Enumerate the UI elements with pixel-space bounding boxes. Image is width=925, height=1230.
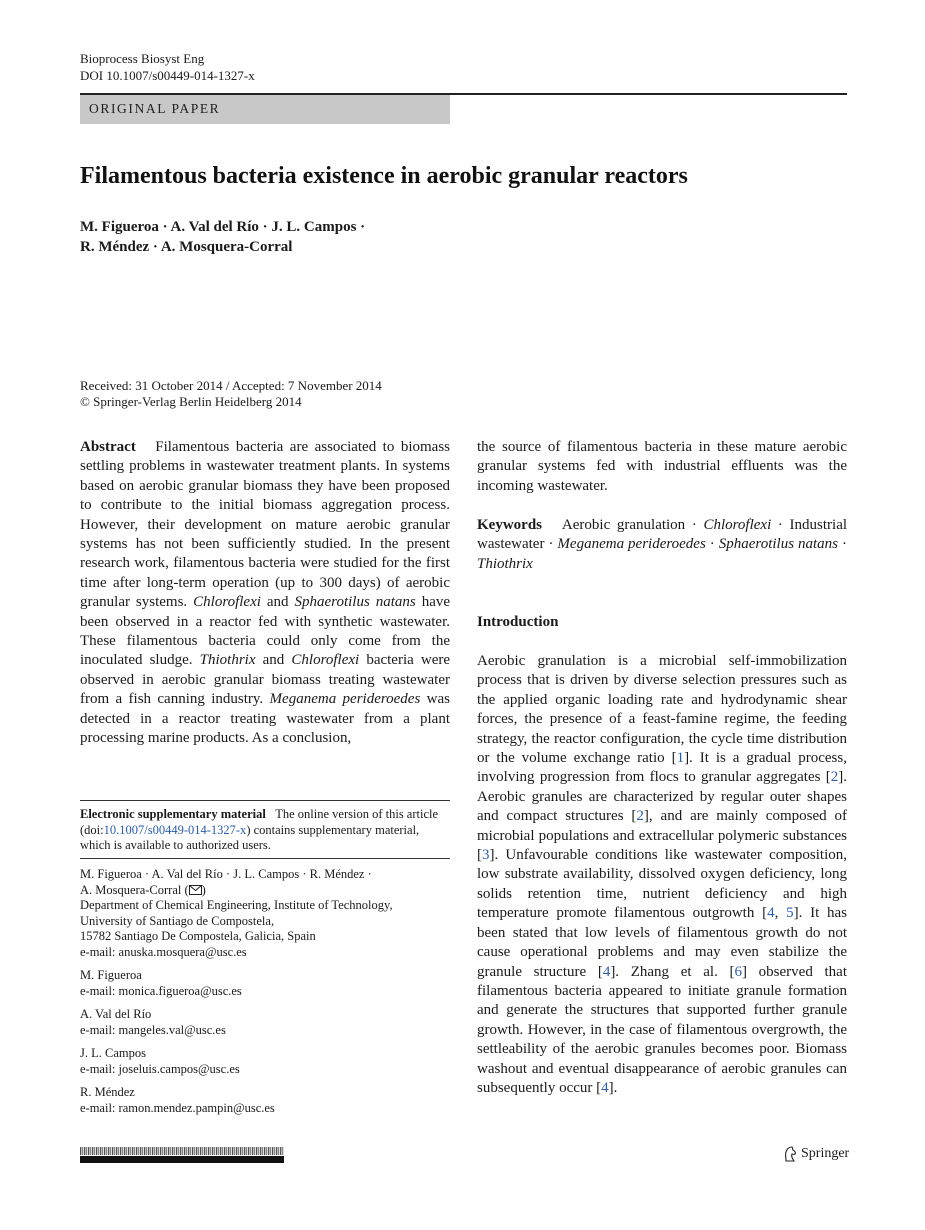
citation-link[interactable]: 4 — [601, 1079, 609, 1096]
citation-link[interactable]: 5 — [786, 905, 794, 922]
affiliation-names: ) — [201, 882, 206, 897]
abstract-text: and — [262, 652, 285, 669]
footnote-rule — [80, 858, 450, 859]
taxon: Meganema perideroedes — [269, 691, 421, 708]
body-text: ]. Unfavourable conditions like wastewater composition, low substrate availability, dissolved oxygen deficiency, long solids retention time, nutrient deficiency and high temperature promote filamentous outgrowth [ — [477, 847, 847, 922]
abstract-continued — [477, 438, 847, 496]
keyword-separator: · — [771, 517, 790, 533]
supplementary-note — [80, 807, 450, 862]
body-text: ], and are mainly composed of microbial populations and extracellular polymeric substances [ — [477, 808, 847, 864]
abstract-text: was detected in a reactor treating wastewater from a plant processing marine products. As a conclusion, — [80, 691, 450, 747]
abstract-label: Abstract — [80, 439, 136, 455]
paper-title: Filamentous bacteria existence in aerobic granular reactors — [80, 163, 688, 189]
contact-name: R. Méndez — [80, 1085, 135, 1099]
affiliations — [80, 867, 450, 1124]
body-text: ] observed that filamentous bacteria appeared to initiate granule formation and generate the structures that supported further granule growth. However, in the case of filamentous overgrowth, the settleability of the aerobic granules becomes poor. Biomass washout and eventual disappearance of aerobic granules can subsequently occur [ — [477, 963, 847, 1096]
keyword-separator: · — [685, 517, 704, 533]
author-line: M. Figueroa · A. Val del Río · J. L. Campos · — [80, 219, 366, 235]
body-text: , — [774, 905, 787, 922]
contact-email: e-mail: mangeles.val@usc.es — [80, 1022, 226, 1037]
keyword: Chloroflexi — [703, 517, 772, 533]
taxon: Chloroflexi — [193, 594, 261, 611]
contact-name: A. Val del Río — [80, 1007, 152, 1021]
springer-horse-icon — [783, 1146, 797, 1162]
keyword: Industrial wastewater — [477, 517, 848, 553]
keyword-separator: · — [838, 536, 847, 553]
contact-email: e-mail: ramon.mendez.pampin@usc.es — [80, 1100, 275, 1115]
keywords — [477, 516, 847, 574]
contact-email: e-mail: monica.figueroa@usc.es — [80, 983, 242, 998]
received-accepted: Received: 31 October 2014 / Accepted: 7 November 2014 — [80, 378, 382, 393]
citation-link[interactable]: 2 — [636, 808, 644, 825]
section-label: ORIGINAL PAPER — [89, 101, 221, 116]
esm-doi-link[interactable]: 10.1007/s00449-014-1327-x — [103, 822, 247, 837]
taxon: Sphaerotilus natans — [294, 594, 416, 611]
affiliation-names: M. Figueroa · A. Val del Río · J. L. Campos · R. Méndez · — [80, 867, 372, 881]
publication-dates — [80, 378, 382, 410]
body-text: Aerobic granulation is a microbial self-immobilization process that is driven by diverse selection pressures such as the applied organic loading rate and hydrodynamic shear forces, the presence of a feast-famine regime, the feeding strategy, the reactor configuration, the cycle time distribution or the volume exchange ratio [ — [477, 653, 847, 767]
taxon: Chloroflexi — [291, 652, 360, 669]
abstract-text: Filamentous bacteria are associated to biomass settling problems in wastewater treatment plants. In systems based on aerobic granular biomass they have been proposed to contribute to the initial biomass aggregation process. However, their development on mature aerobic granular systems has not been sufficiently studied. In the present research work, filamentous bacteria were studied for the first time after long-term operation (up to 300 days) of aerobic granular systems. — [80, 439, 450, 611]
journal-doi: DOI 10.1007/s00449-014-1327-x — [80, 68, 255, 83]
copyright: © Springer-Verlag Berlin Heidelberg 2014 — [80, 394, 302, 409]
citation-link[interactable]: 6 — [734, 963, 742, 980]
keywords-label: Keywords — [477, 517, 542, 533]
abstract-text: the source of filamentous bacteria in these mature aerobic granular systems fed with industrial effluents was the incoming wastewater. — [477, 439, 847, 494]
affiliation-dept: Department of Chemical Engineering, Institute of Technology, — [80, 898, 393, 912]
introduction-body — [477, 652, 847, 1098]
introduction-heading — [477, 613, 847, 632]
keyword-separator: · — [705, 536, 719, 553]
contact-email: e-mail: joseluis.campos@usc.es — [80, 1061, 240, 1076]
keyword-separator: · — [544, 536, 558, 553]
envelope-icon — [189, 885, 202, 895]
affiliation-address: 15782 Santiago De Compostela, Galicia, Spain — [80, 929, 316, 943]
citation-link[interactable]: 4 — [767, 905, 775, 922]
keyword: Aerobic granulation — [561, 517, 686, 533]
esm-text: ) contains supplementary material, which is available to authorized users. — [80, 822, 420, 852]
author-list — [80, 217, 365, 257]
body-text: ]. It is a gradual process, involving progression from flocs to granular aggregates [ — [477, 750, 847, 786]
author-line: R. Méndez · A. Mosquera-Corral — [80, 239, 293, 255]
corresponding-email: e-mail: anuska.mosquera@usc.es — [80, 944, 247, 959]
section-band — [80, 95, 450, 124]
citation-link[interactable]: 4 — [602, 963, 611, 980]
publisher-logo — [783, 1146, 849, 1162]
body-text: ]. It has been stated that low levels of filamentous growth do not cause operational problems and may even stabilize the granule structure [ — [477, 905, 847, 980]
body-text: ]. Aerobic granules are characterized by regular outer shapes and compact structures [ — [477, 769, 847, 825]
esm-label: Electronic supplementary material — [80, 807, 266, 821]
citation-link[interactable]: 2 — [830, 769, 839, 786]
keyword: Sphaerotilus natans — [718, 536, 839, 553]
barcode — [80, 1147, 284, 1163]
taxon: Thiothrix — [199, 652, 256, 669]
journal-name: Bioprocess Biosyst Eng — [80, 51, 205, 66]
footnote-rule — [80, 800, 450, 801]
abstract-text: bacteria were observed in aerobic granular biomass treating wastewater from a fish canning industry. — [80, 652, 451, 708]
publisher-name: Springer — [801, 1146, 850, 1161]
affiliation-univ: University of Santiago de Compostela, — [80, 913, 275, 928]
affiliation-names: A. Mosquera-Corral ( — [80, 882, 189, 897]
esm-text: The online version of this article (doi: — [80, 807, 439, 837]
keyword: Meganema perideroedes — [557, 536, 706, 553]
abstract — [80, 438, 450, 749]
keyword: Thiothrix — [477, 555, 533, 572]
section-heading: Introduction — [477, 614, 559, 630]
contact-name: J. L. Campos — [80, 1046, 146, 1060]
abstract-text: and — [266, 594, 289, 611]
abstract-text: have been observed in a reactor fed with synthetic wastewater. These filamentous bacteria could only come from the inoculated sludge. — [80, 594, 451, 669]
body-text: ]. — [608, 1079, 618, 1096]
journal-header — [80, 50, 255, 84]
citation-link[interactable]: 1 — [676, 750, 685, 767]
contact-name: M. Figueroa — [80, 968, 142, 982]
body-text: ]. Zhang et al. [ — [610, 963, 735, 980]
citation-link[interactable]: 3 — [482, 847, 490, 864]
